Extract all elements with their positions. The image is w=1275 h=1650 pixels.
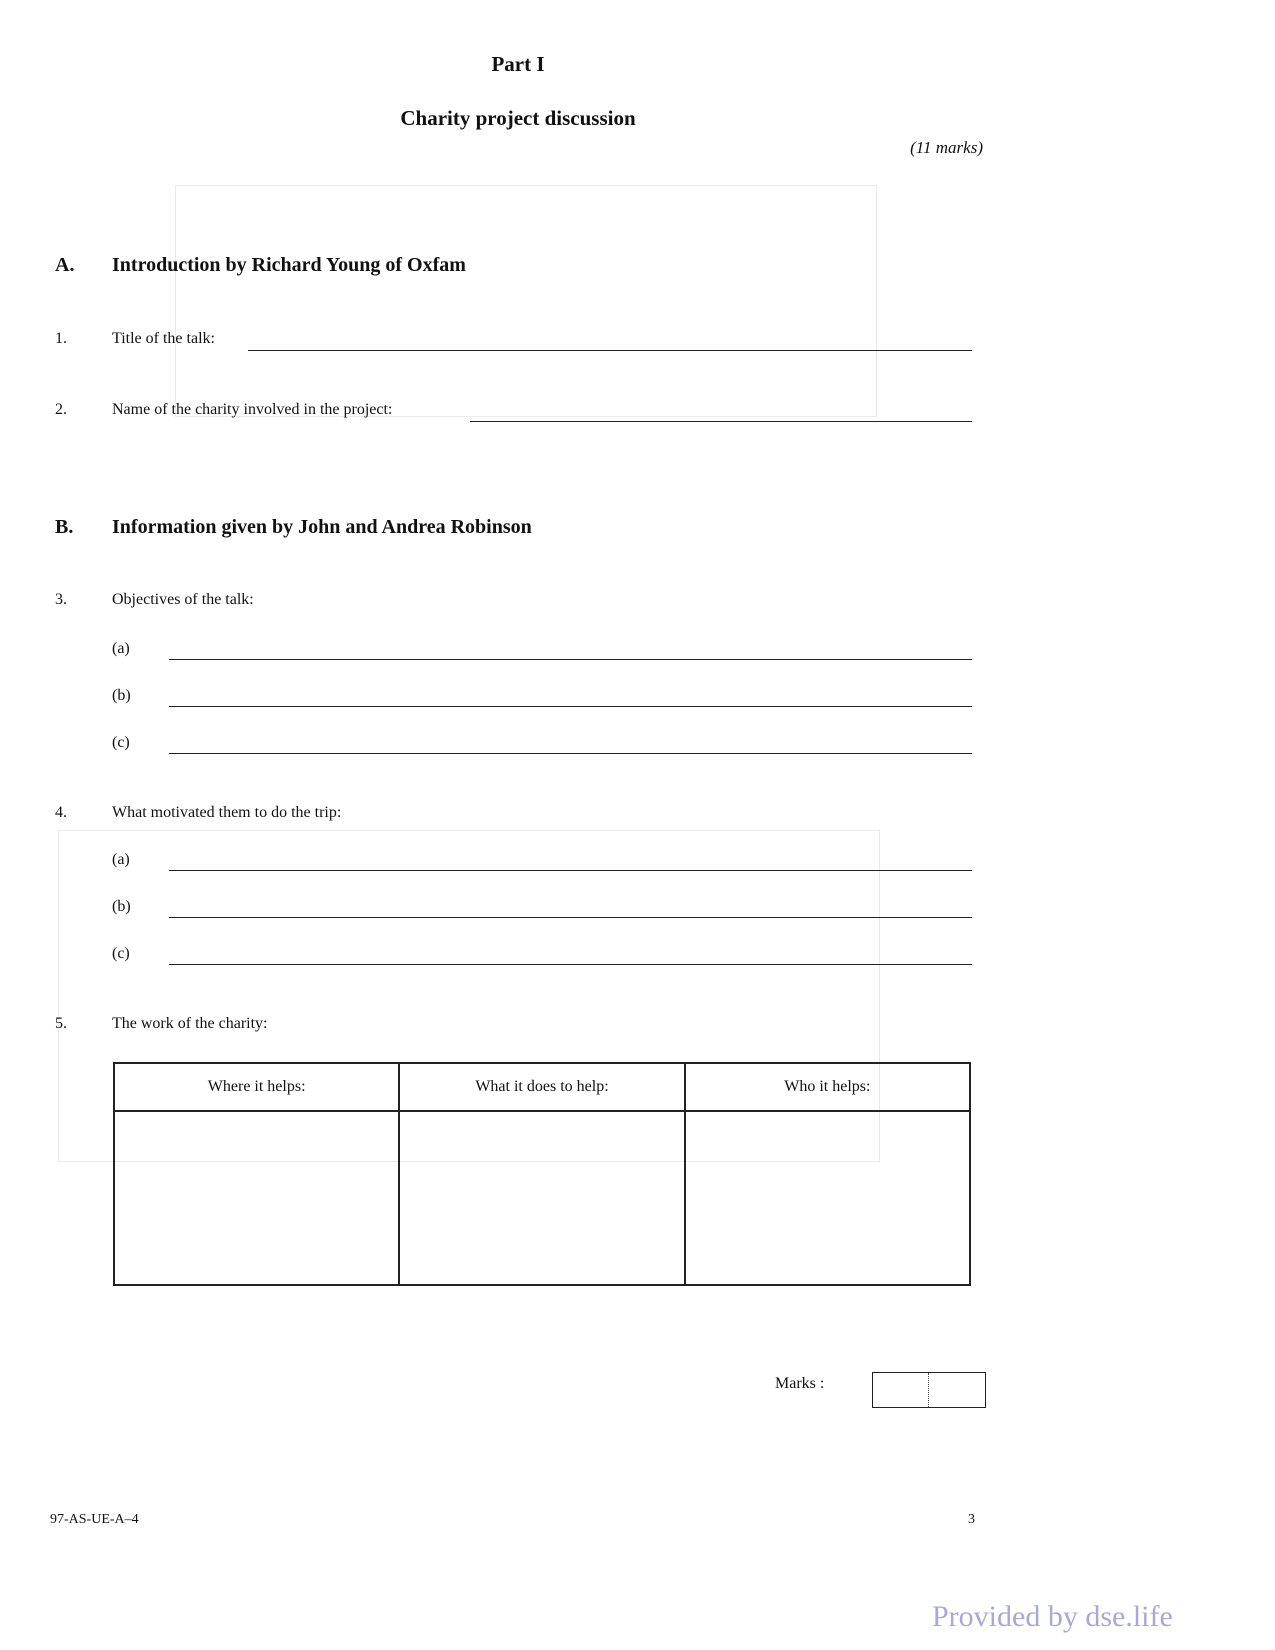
table-answer-row — [114, 1111, 970, 1285]
charity-work-table — [113, 1062, 971, 1286]
q4c-label: (c) — [112, 945, 130, 962]
q1-number: 1. — [55, 330, 67, 347]
column-header-who: Who it helps: — [685, 1063, 970, 1111]
page-number: 3 — [968, 1512, 975, 1527]
page-title: Charity project discussion — [400, 106, 636, 130]
q3c-label: (c) — [112, 734, 130, 751]
part-title: Part I — [491, 52, 545, 76]
q3-label: Objectives of the talk: — [112, 591, 254, 608]
answer-cell-where[interactable] — [114, 1111, 399, 1285]
q5-number: 5. — [55, 1015, 67, 1032]
q3a-answer-line[interactable] — [169, 659, 972, 660]
answer-cell-who[interactable] — [685, 1111, 970, 1285]
total-marks: (11 marks) — [910, 138, 983, 157]
marks-label: Marks : — [775, 1375, 825, 1392]
marks-box-divider — [928, 1373, 929, 1407]
q2-label: Name of the charity involved in the project: — [112, 401, 393, 418]
q4c-answer-line[interactable] — [169, 964, 972, 965]
paper-code: 97-AS-UE-A–4 — [50, 1512, 139, 1527]
q2-answer-line[interactable] — [470, 421, 972, 422]
column-header-what: What it does to help: — [399, 1063, 684, 1111]
q5-label: The work of the charity: — [112, 1015, 268, 1032]
provided-by-watermark: Provided by dse.life — [932, 1600, 1173, 1633]
bleed-through-box — [175, 185, 877, 417]
q3c-answer-line[interactable] — [169, 753, 972, 754]
section-b-heading: Information given by John and Andrea Robinson — [112, 516, 532, 538]
q3-number: 3. — [55, 591, 67, 608]
q3b-label: (b) — [112, 687, 131, 704]
q2-number: 2. — [55, 401, 67, 418]
q3a-label: (a) — [112, 640, 130, 657]
q4-number: 4. — [55, 804, 67, 821]
section-a-letter: A. — [55, 254, 75, 276]
section-b-letter: B. — [55, 516, 74, 538]
column-header-where: Where it helps: — [114, 1063, 399, 1111]
q4b-answer-line[interactable] — [169, 917, 972, 918]
q3b-answer-line[interactable] — [169, 706, 972, 707]
answer-cell-what[interactable] — [399, 1111, 684, 1285]
section-a-heading: Introduction by Richard Young of Oxfam — [112, 254, 466, 276]
q1-label: Title of the talk: — [112, 330, 215, 347]
q4a-label: (a) — [112, 851, 130, 868]
q4b-label: (b) — [112, 898, 131, 915]
marks-box[interactable] — [872, 1372, 986, 1408]
q4a-answer-line[interactable] — [169, 870, 972, 871]
q1-answer-line[interactable] — [248, 350, 972, 351]
q4-label: What motivated them to do the trip: — [112, 804, 342, 821]
table-header-row — [114, 1063, 970, 1111]
